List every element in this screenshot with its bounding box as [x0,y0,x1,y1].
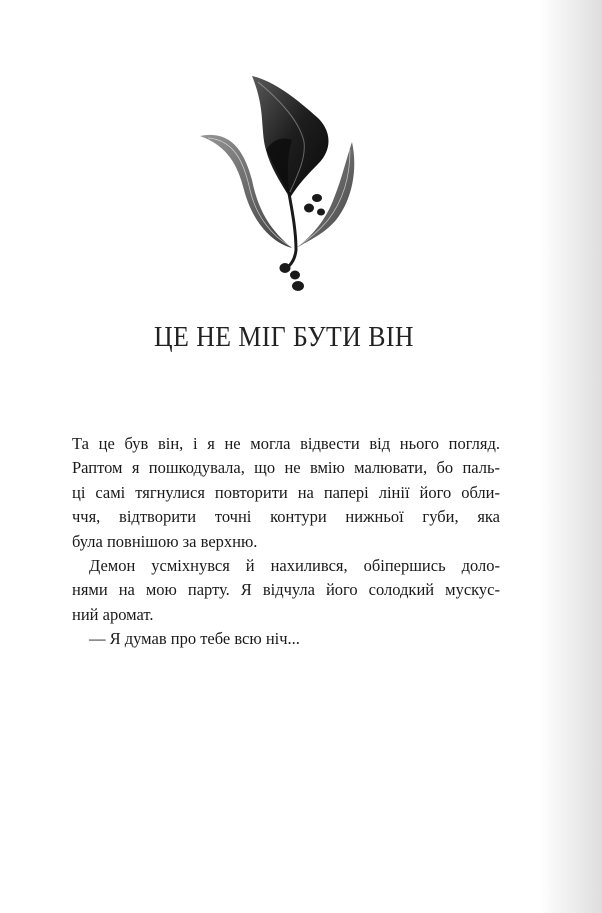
body-text [72,432,500,652]
text-line: Демон усміхнувся й нахилився, обіпершись доло- [89,555,500,575]
text-line: Та це був він, і я не могла відвести від нього погляд. [72,434,500,453]
chapter-title: ЦЕ НЕ МІГ БУТИ ВІН [154,322,414,353]
text-line: Раптом я пошкодувала, що не вмію малювати, бо паль- [72,458,500,478]
text-line: нями на мою парту. Я відчула його солодкий мускус- [72,580,500,600]
calla-lily-flower-icon [200,70,370,295]
text-line: ччя, відтворити точні контури нижньої губи, яка [72,507,500,527]
text-line: — Я думав про тебе всю ніч... [89,629,300,649]
text-line: ний аромат. [72,604,154,624]
text-line: була повнішою за верхню. [72,531,258,551]
page-edge-shadow [540,0,602,913]
text-line: ці самі тягнулися повторити на папері лінії його обли- [72,482,500,502]
